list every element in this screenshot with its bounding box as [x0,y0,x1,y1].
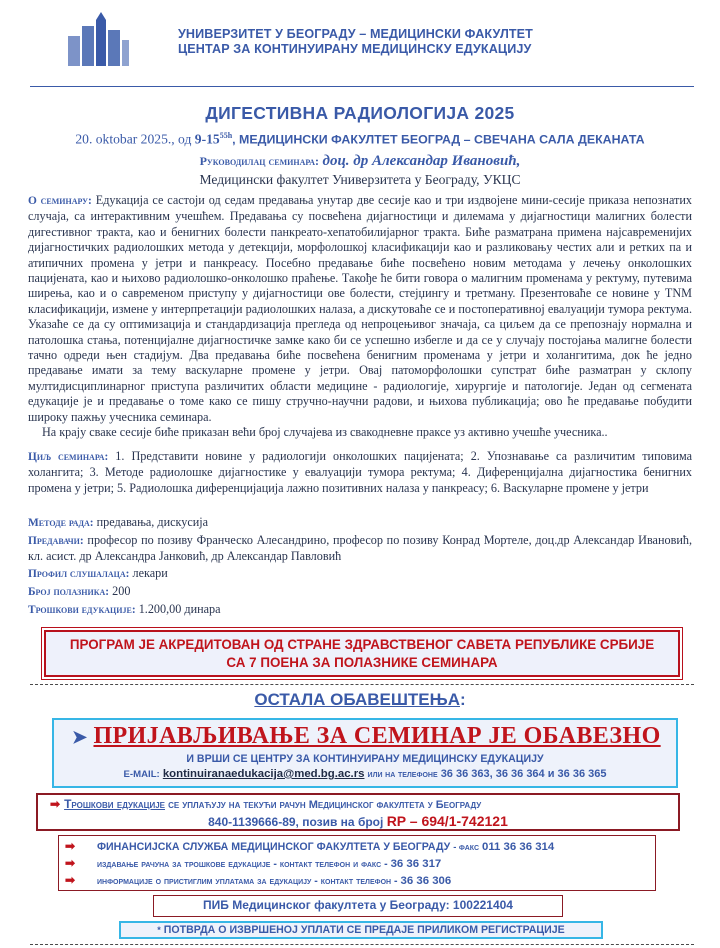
email-label: E-MAIL: [123,769,160,780]
arrow-right-icon: ➡ [65,856,76,870]
finance-row [65,856,441,870]
other-info-colon: : [459,690,466,709]
participants-field [28,584,130,599]
seminar-time-sup: 55h [219,131,233,140]
finance-row-extra: 36 36 317 [390,858,442,870]
payment-line-1 [50,797,481,811]
footer-divider [30,944,694,945]
finance-row-extra: 36 36 306 [400,875,452,887]
section-divider [30,684,694,685]
institution-header [178,27,533,57]
seminar-dateline [0,131,720,148]
finance-box [58,835,656,891]
audience-field [28,566,168,581]
about-text-2: На крају сваке сесије биће приказан већи број случајева из свакодневне праксе уз активно учешће учесника.. [42,425,608,440]
seminar-venue: , МЕДИЦИНСКИ ФАКУЛТЕТ БЕОГРАД – СВЕЧАНА САЛА ДЕКАНАТА [232,132,645,147]
participants-label: Број полазника: [28,586,110,598]
seminar-leader [0,153,720,170]
payment-text: се уплаћују на текући рачун Медицинског факултета у Београду [168,799,482,811]
lecturers-field [28,533,692,565]
registration-main-text: ПРИЈАВЉИВАЊЕ ЗА СЕМИНАР ЈЕ ОБАВЕЗНО [93,723,661,749]
leader-affiliation: Медицински факултет Универзитета у Београду, УКЦС [199,172,521,187]
registration-main [72,723,661,750]
participants-text: 200 [112,584,131,598]
payment-box [36,793,680,831]
goal-section [28,449,692,496]
finance-row-extra: 011 36 36 314 [481,841,555,853]
finance-row [65,873,451,887]
methods-label: Методе рада: [28,517,94,529]
registration-sub: И ВРШИ СЕ ЦЕНТРУ ЗА КОНТИНУИРАНУ МЕДИЦИНСКУ ЕДУКАЦИЈУ [186,753,544,765]
seminar-date: 20. oktobar 2025., од [75,131,192,147]
other-info-heading [0,690,720,710]
lecturers-label: Предавачи: [28,535,84,547]
goal-label: Циљ семинара: [28,451,109,463]
leader-name: доц. др Александар Ивановић, [322,153,521,169]
methods-field [28,515,208,530]
registration-email-link[interactable]: kontinuiranaedukacija@med.bg.ac.rs [162,768,365,780]
finance-row-extra-label: - факс [453,841,480,852]
audience-text: лекари [132,566,168,580]
university-logo-icon [66,12,130,68]
confirmation-box [119,921,603,939]
lecturers-text: професор по позиву Франческо Алесандрино, професор по позиву Конрад Мортеле, доц.др Александар Ивановић, кл. асист. др Александра Јанковић, др Александар Павловић [28,533,692,564]
seminar-title: ДИГЕСТИВНА РАДИОЛОГИЈА 2025 [205,103,515,123]
about-label: О семинару: [28,195,92,207]
chevron-right-icon: ➤ [72,727,88,747]
confirmation-text: ПОТВРДА О ИЗВРШЕНОЈ УПЛАТИ СЕ ПРЕДАЈЕ ПРИЛИКОМ РЕГИСТРАЦИЈЕ [163,924,565,936]
accreditation-box [44,630,680,677]
finance-row-text: издавање рачуна за трошкове едукације - контакт телефон и факс - [97,858,388,870]
finance-row [65,839,554,853]
payment-label: Трошкови едукације [64,797,165,811]
arrow-right-icon: ➡ [65,873,76,887]
phones-label: или на телефоне [367,769,438,780]
accreditation-line-1: ПРОГРАМ ЈЕ АКРЕДИТОВАН ОД СТРАНЕ ЗДРАВСТВЕНОГ САВЕТА РЕПУБЛИКЕ СРБИЈЕ [69,637,655,652]
audience-label: Профил слушалаца: [28,568,130,580]
cost-label: Трошкови едукације: [28,604,136,616]
registration-contacts [54,768,676,780]
goal-text: 1. Представити новине у радиологији онколошких пацијената; 2. Упознавање са различитим типовима холангита; 3. Методе радиолошке дијагностике у евалуацији тумора ректума; 4. Диференцијална дијагностика бенигних промена у јетри; 5. Радиолошка диференцијација лажно позитивних налаза у панкреасу; 6. Васкуларне промене у јетри [28,449,692,495]
about-section [28,193,692,441]
pib-box: ПИБ Медицинског факултета у Београду: 100221404 [153,895,563,917]
seminar-time: 9-15 [194,131,220,147]
payment-reference: RP – 694/1-742121 [386,813,508,829]
registration-box [52,718,678,788]
registration-phones: 36 36 363, 36 36 364 и 36 36 365 [440,768,607,780]
cost-field [28,602,221,617]
star-icon: * [157,925,161,935]
arrow-right-icon: ➡ [65,839,76,853]
other-info-title: ОСТАЛА ОБАВЕШТЕЊА [254,690,460,709]
finance-row-text: ФИНАНСИЈСКА СЛУЖБА МЕДИЦИНСКОГ ФАКУЛТЕТА У БЕОГРАДУ [97,841,451,853]
finance-row-text: информације о пристиглим уплатама за едукацију - контакт телефон - [97,875,398,887]
accreditation-line-2: СА 7 ПОЕНА ЗА ПОЛАЗНИКЕ СЕМИНАРА [226,655,498,670]
leader-label: Руководилац семинара: [199,154,319,168]
header-line-2: ЦЕНТАР ЗА КОНТИНУИРАНУ МЕДИЦИНСКУ ЕДУКАЦИЈУ [178,42,532,56]
cost-text: 1.200,00 динара [138,602,221,616]
payment-account: 840-1139666-89, позив на број [208,815,384,829]
arrow-right-icon: ➡ [50,797,61,811]
about-text: Едукација се састоји од седам предавања унутар две сесије као и три издвојене мини-сесије приказа непознатих случаја, са интерактивним учешћем. Предавања су посвећена дијагностици и дилемама у дијагностици малигних болести дигестивног тракта, као и бенигних болести панкреато-хепатобилијарног тракта. Биће разматрана примена најсавременијих дијагностичких радиолошких метода у детекцији, морфолошкој класификацији као и разликовању честих али и ретких па и атипичних промена у јетри и панкреасу. Посебно предавање биће посвећено новим методама у лечењу онколошких пацијената, као и њихово радиолошко-онколошко праћење. Такође ће бити говора о малигним променама у ректуму, путевима ширења, као и о савременом приступу у дијагностици ове болести, стејџингу и третману. Презентоваће се новине у TNM класификацији, измене у интерпретацији радиолошких налаза, а дискутоваће се и постоперативној евалуацији тумора ректума. Указаће се да су оптимизација и стандардизација прегледа од непроцењивог значаја, са циљем да се препознају нормална и патолошка стања, потенцијалне дијагностичке замке како би се успешно избегле и да се у случају постојања малигне болести тачно одреди њен стадијум. Два предавања биће посвећена бенигним променама у јетри и холангитима, док ће једно предавање имати за тему васкуларне промене у јетри. Овај патоморфолошки супстрат биће разматран у склопу мултидисциплинарног приступа различитих области медицине - радиологије, хирургије и патологије. Један од сегмената едукације је и предавање о томе како се пишу стручно-научни радови, и њихова публикација; ово ће предавање побудити широку пажњу учесника семинара. [28,193,692,424]
header-divider [30,86,694,87]
methods-text: предавања, дискусија [96,515,209,529]
header-line-1: УНИВЕРЗИТЕТ У БЕОГРАДУ – МЕДИЦИНСКИ ФАКУЛТЕТ [178,27,533,41]
payment-line-2 [38,813,678,829]
